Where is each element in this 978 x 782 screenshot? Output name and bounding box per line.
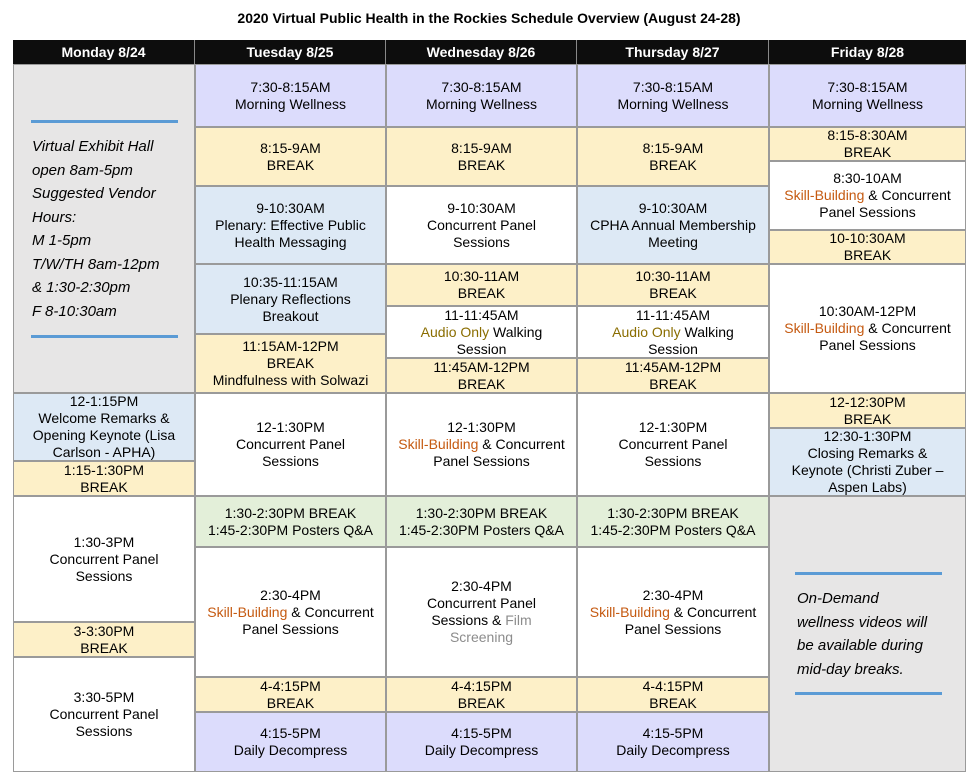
- wednesday-wellness: 7:30-8:15AM Morning Wellness: [386, 64, 577, 127]
- wednesday-film-screening: 2:30-4PM Concurrent Panel Sessions & Film Screening: [386, 547, 577, 677]
- tuesday-posters: 1:30-2:30PM BREAK 1:45-2:30PM Posters Q&A: [195, 496, 386, 547]
- monday-break-1: 1:15-1:30PM BREAK: [13, 461, 195, 496]
- friday-break-2: 10-10:30AM BREAK: [769, 230, 966, 264]
- friday-break-3: 12-12:30PM BREAK: [769, 393, 966, 428]
- exhibit-hall-text: Virtual Exhibit Hall open 8am-5pm Suggested Vendor Hours: M 1-5pm T/W/TH 8am-12pm & 1:30-2:30pm F 8-10:30am: [32, 138, 160, 320]
- tuesday-reflections: 10:35-11:15AM Plenary Reflections Breakout: [195, 264, 386, 334]
- wednesday-break-1: 8:15-9AM BREAK: [386, 127, 577, 186]
- thursday-skill-building: 2:30-4PM Skill-Building & Concurrent Panel Sessions: [577, 547, 769, 677]
- friday-skill-building-1: 8:30-10AM Skill-Building & Concurrent Panel Sessions: [769, 161, 966, 230]
- thursday-break-1: 8:15-9AM BREAK: [577, 127, 769, 186]
- monday-panel-2: 3:30-5PM Concurrent Panel Sessions: [13, 657, 195, 772]
- header-thursday: Thursday 8/27: [577, 40, 769, 64]
- wednesday-decompress: 4:15-5PM Daily Decompress: [386, 712, 577, 772]
- thursday-decompress: 4:15-5PM Daily Decompress: [577, 712, 769, 772]
- wednesday-break-4: 4-4:15PM BREAK: [386, 677, 577, 712]
- thursday-break-3: 11:45AM-12PM BREAK: [577, 358, 769, 393]
- divider-bar: [31, 335, 178, 338]
- thursday-cpha-meeting: 9-10:30AM CPHA Annual Membership Meeting: [577, 186, 769, 264]
- thursday-walking: 11-11:45AM Audio Only Walking Session: [577, 306, 769, 358]
- friday-skill-building-2: 10:30AM-12PM Skill-Building & Concurrent Panel Sessions: [769, 264, 966, 393]
- tuesday-break-2: 4-4:15PM BREAK: [195, 677, 386, 712]
- tuesday-decompress: 4:15-5PM Daily Decompress: [195, 712, 386, 772]
- wednesday-skill-building: 12-1:30PM Skill-Building & Concurrent Panel Sessions: [386, 393, 577, 496]
- thursday-panel-1: 12-1:30PM Concurrent Panel Sessions: [577, 393, 769, 496]
- divider-bar: [31, 120, 178, 123]
- wednesday-walking: 11-11:45AM Audio Only Walking Session: [386, 306, 577, 358]
- monday-panel-1: 1:30-3PM Concurrent Panel Sessions: [13, 496, 195, 622]
- tuesday-wellness: 7:30-8:15AM Morning Wellness: [195, 64, 386, 127]
- wednesday-break-3: 11:45AM-12PM BREAK: [386, 358, 577, 393]
- wednesday-break-2: 10:30-11AM BREAK: [386, 264, 577, 306]
- monday-break-2: 3-3:30PM BREAK: [13, 622, 195, 657]
- tuesday-panel-1: 12-1:30PM Concurrent Panel Sessions: [195, 393, 386, 496]
- friday-closing-keynote: 12:30-1:30PM Closing Remarks & Keynote (Christi Zuber – Aspen Labs): [769, 428, 966, 496]
- divider-bar: [795, 692, 942, 695]
- monday-keynote: 12-1:15PM Welcome Remarks & Opening Keynote (Lisa Carlson - APHA): [13, 393, 195, 461]
- header-tuesday: Tuesday 8/25: [195, 40, 386, 64]
- tuesday-plenary: 9-10:30AM Plenary: Effective Public Health Messaging: [195, 186, 386, 264]
- friday-wellness: 7:30-8:15AM Morning Wellness: [769, 64, 966, 127]
- on-demand-text: On-Demand wellness videos will be available during mid-day breaks.: [797, 590, 928, 678]
- header-monday: Monday 8/24: [13, 40, 195, 64]
- thursday-wellness: 7:30-8:15AM Morning Wellness: [577, 64, 769, 127]
- tuesday-skill-building: 2:30-4PM Skill-Building & Concurrent Panel Sessions: [195, 547, 386, 677]
- wednesday-posters: 1:30-2:30PM BREAK 1:45-2:30PM Posters Q&A: [386, 496, 577, 547]
- tuesday-break-1: 8:15-9AM BREAK: [195, 127, 386, 186]
- header-wednesday: Wednesday 8/26: [386, 40, 577, 64]
- wednesday-panel-1: 9-10:30AM Concurrent Panel Sessions: [386, 186, 577, 264]
- thursday-posters: 1:30-2:30PM BREAK 1:45-2:30PM Posters Q&A: [577, 496, 769, 547]
- header-friday: Friday 8/28: [769, 40, 966, 64]
- thursday-break-4: 4-4:15PM BREAK: [577, 677, 769, 712]
- divider-bar: [795, 572, 942, 575]
- page-title: 2020 Virtual Public Health in the Rockies Schedule Overview (August 24-28): [237, 10, 741, 26]
- friday-break-1: 8:15-8:30AM BREAK: [769, 127, 966, 161]
- thursday-break-2: 10:30-11AM BREAK: [577, 264, 769, 306]
- tuesday-mindfulness: 11:15AM-12PM BREAK Mindfulness with Solwazi: [195, 334, 386, 393]
